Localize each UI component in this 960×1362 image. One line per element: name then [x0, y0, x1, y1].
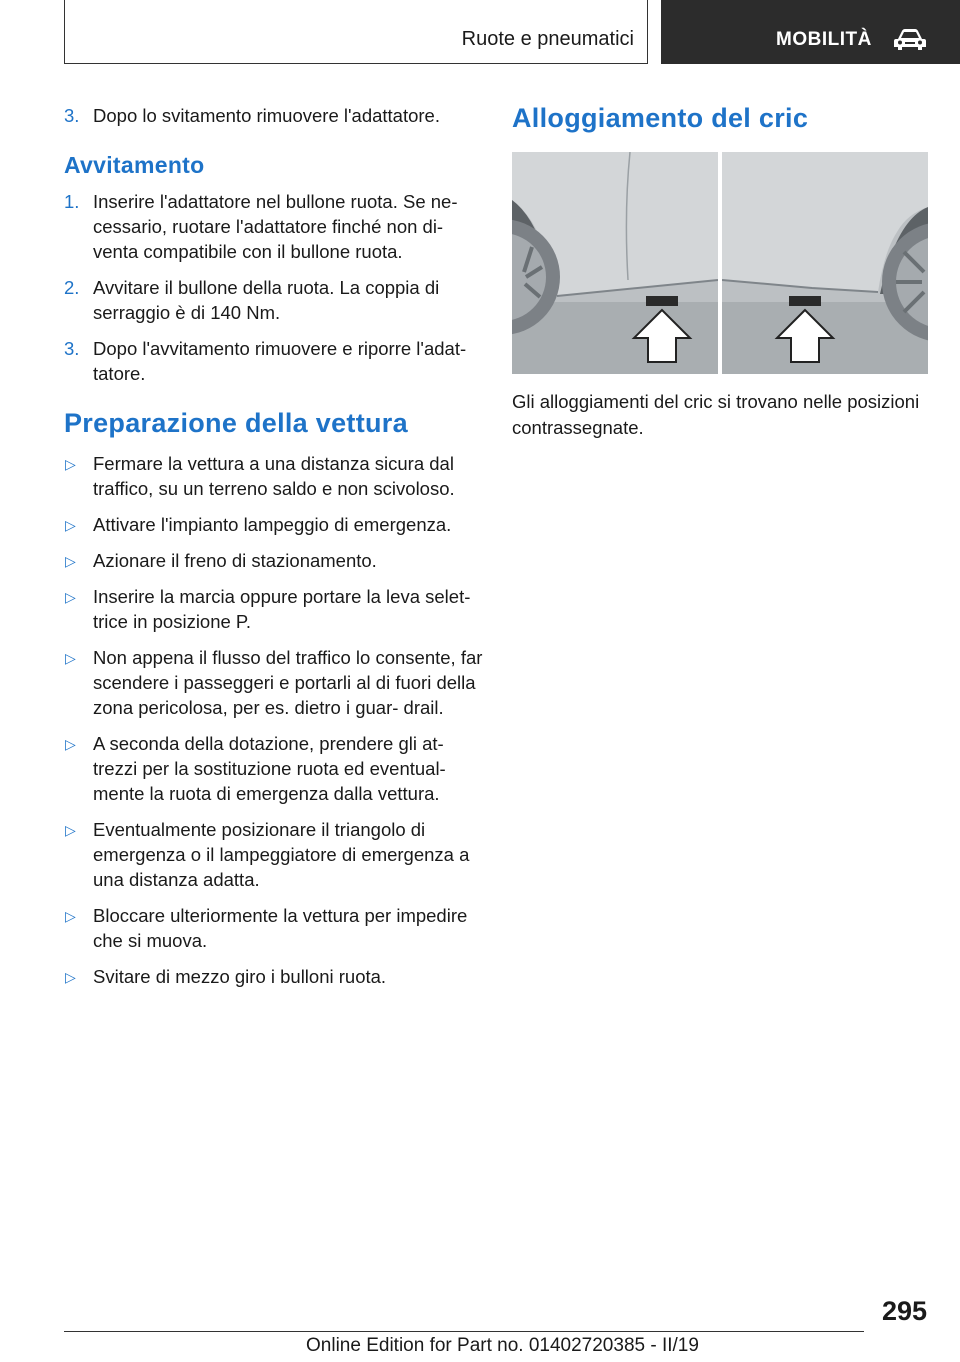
left-column	[64, 103, 484, 1000]
footer-divider	[64, 1331, 864, 1332]
section-heading-avvitamento: Avvitamento	[64, 152, 205, 178]
triangle-bullet-icon: ▷	[65, 456, 76, 472]
bullet-text: Svitare di mezzo giro i bulloni ruota.	[93, 966, 387, 987]
figure-caption: Gli alloggiamenti del cric si trovano nelle posizioni contrassegnate.	[512, 391, 920, 438]
chapter-label: MOBILITÀ	[776, 29, 872, 50]
section-heading-alloggiamento: Alloggiamento del cric	[512, 103, 809, 133]
section-heading-preparazione: Preparazione della vettura	[64, 408, 408, 438]
list-item	[64, 275, 484, 325]
triangle-bullet-icon: ▷	[65, 969, 76, 985]
header-chapter-tab	[661, 0, 960, 64]
step-text: Dopo lo svitamento rimuovere l'adattatore.	[93, 105, 440, 126]
step-text: Inserire l'adattatore nel bullone ruota. Se ne- cessario, ruotare l'adattatore finché non di- venta compatibile con il bullone ruota.	[93, 191, 458, 262]
step-number: 2.	[64, 277, 80, 298]
list-item	[64, 103, 484, 128]
bullet-text: Non appena il flusso del traffico lo consente, far scendere i passeggeri e portarli al di fuori della zona pericolosa, per es. dietro i guar- drail.	[93, 647, 483, 718]
list-item	[64, 451, 484, 501]
car-icon	[893, 27, 927, 53]
bullet-text: Bloccare ulteriormente la vettura per impedire che si muova.	[93, 905, 468, 951]
list-item	[64, 512, 484, 537]
list-item	[64, 817, 484, 892]
step-number: 1.	[64, 191, 80, 212]
triangle-bullet-icon: ▷	[65, 553, 76, 569]
bullet-text: Attivare l'impianto lampeggio di emergenza.	[93, 514, 452, 535]
bullet-text: Eventualmente posizionare il triangolo di emergenza o il lampeggiatore di emergenza a una distanza adatta.	[93, 819, 470, 890]
step-number: 3.	[64, 338, 80, 359]
list-item	[64, 548, 484, 573]
list-item	[64, 645, 484, 720]
footer-edition: Online Edition for Part no. 01402720385 - II/19	[306, 1335, 699, 1356]
step-text: Avvitare il bullone della ruota. La coppia di serraggio è di 140 Nm.	[93, 277, 440, 323]
step-text: Dopo l'avvitamento rimuovere e riporre l'adat- tatore.	[93, 338, 467, 384]
list-item	[64, 731, 484, 806]
triangle-bullet-icon: ▷	[65, 736, 76, 752]
page-number: 295	[881, 1296, 927, 1326]
header-section-title: Ruote e pneumatici	[461, 28, 634, 50]
list-item	[64, 903, 484, 953]
triangle-bullet-icon: ▷	[65, 908, 76, 924]
list-item	[64, 584, 484, 634]
bullet-text: Inserire la marcia oppure portare la leva selet- trice in posizione P.	[93, 586, 471, 632]
list-item	[64, 964, 484, 989]
step-number: 3.	[64, 105, 80, 126]
triangle-bullet-icon: ▷	[65, 517, 76, 533]
bullet-text: Azionare il freno di stazionamento.	[93, 550, 377, 571]
bullet-text: Fermare la vettura a una distanza sicura dal traffico, su un terreno saldo e non scivoloso.	[93, 453, 455, 499]
triangle-bullet-icon: ▷	[65, 650, 76, 666]
list-item	[64, 336, 484, 386]
triangle-bullet-icon: ▷	[65, 589, 76, 605]
bullet-text: A seconda della dotazione, prendere gli at- trezzi per la sostituzione ruota ed eventual- mente la ruota di emergenza dalla vettura.	[93, 733, 446, 804]
triangle-bullet-icon: ▷	[65, 822, 76, 838]
jack-points-illustration	[512, 152, 928, 374]
right-column	[512, 103, 928, 441]
list-item	[64, 189, 484, 264]
